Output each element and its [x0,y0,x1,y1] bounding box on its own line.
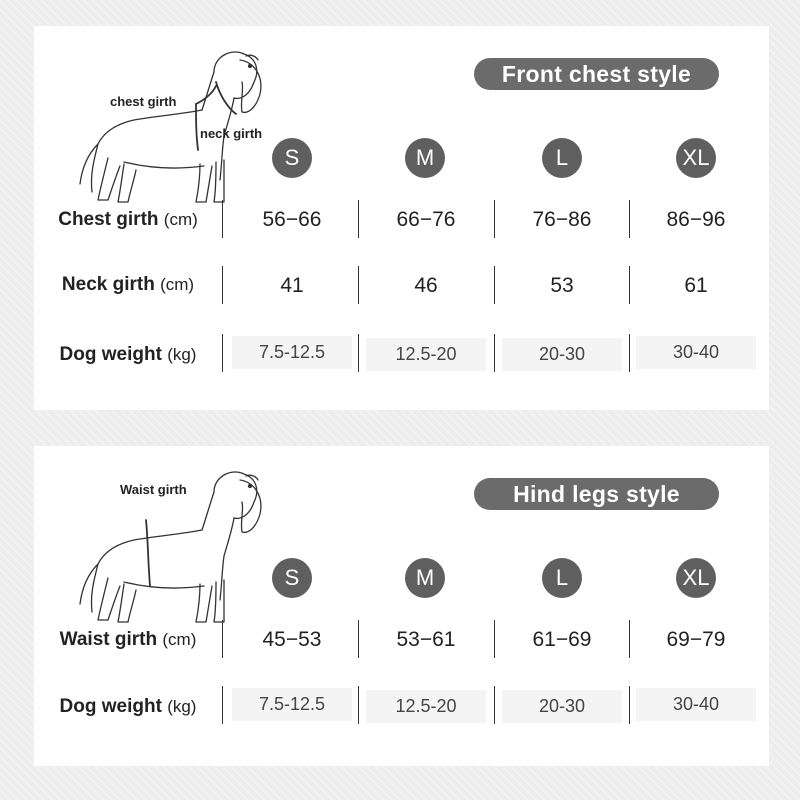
cell-chest-s: 56−66 [262,208,322,231]
column-divider [358,686,359,724]
cell-chest-l: 76−86 [532,208,592,231]
column-divider [222,686,223,724]
cell-neck-xl: 61 [684,274,708,297]
size-s-badge: S [272,138,312,178]
cell-neck-s: 41 [280,274,304,297]
size-xl-badge: XL [676,138,716,178]
row-label-unit: (cm) [160,275,195,294]
cell-waist-s: 45−53 [262,628,322,651]
cell-weight-m: 12.5-20 [366,690,486,723]
column-divider [358,266,359,304]
size-l-badge: L [542,138,582,178]
waist-girth-label: Waist girth [120,482,187,497]
dog-illustration-hind [64,462,284,632]
row-label-text: Dog weight [59,344,162,365]
cell-weight-xl: 30-40 [636,688,756,721]
row-label-unit: (cm) [163,210,198,229]
cell-neck-m: 46 [414,274,438,297]
column-divider [494,620,495,658]
column-divider [222,266,223,304]
front-chest-panel [34,26,769,410]
cell-weight-l: 20-30 [502,690,622,723]
column-divider [494,334,495,372]
column-divider [494,266,495,304]
chest-girth-label: chest girth [110,94,177,109]
cell-weight-s: 7.5-12.5 [232,336,352,369]
row-label-text: Chest girth [58,209,159,230]
size-m-badge: M [405,558,445,598]
row-label-text: Neck girth [61,274,155,295]
column-divider [629,686,630,724]
row-label-text: Waist girth [59,629,158,650]
front-chest-style-badge: Front chest style [474,58,719,90]
row-label-unit: (kg) [167,697,197,716]
size-m-badge: M [405,138,445,178]
cell-weight-l: 20-30 [502,338,622,371]
hind-legs-style-badge: Hind legs style [474,478,719,510]
column-divider [494,686,495,724]
row-label-dog-weight [34,696,222,718]
column-divider [358,200,359,238]
cell-waist-l: 61−69 [532,628,592,651]
cell-waist-m: 53−61 [396,628,456,651]
row-label-chest-girth [34,209,222,231]
row-label-neck-girth [34,274,222,296]
cell-neck-l: 53 [550,274,574,297]
column-divider [222,200,223,238]
cell-weight-m: 12.5-20 [366,338,486,371]
row-label-unit: (cm) [162,630,197,649]
column-divider [629,266,630,304]
column-divider [494,200,495,238]
column-divider [222,620,223,658]
column-divider [222,334,223,372]
size-xl-badge: XL [676,558,716,598]
size-l-badge: L [542,558,582,598]
column-divider [629,334,630,372]
hind-legs-panel [34,446,769,766]
column-divider [629,620,630,658]
column-divider [358,620,359,658]
cell-chest-xl: 86−96 [666,208,726,231]
row-label-dog-weight [34,344,222,366]
dog-illustration-front [64,42,284,212]
cell-chest-m: 66−76 [396,208,456,231]
row-label-text: Dog weight [59,696,162,717]
cell-weight-xl: 30-40 [636,336,756,369]
column-divider [358,334,359,372]
size-s-badge: S [272,558,312,598]
neck-girth-label: neck girth [200,126,263,141]
cell-weight-s: 7.5-12.5 [232,688,352,721]
column-divider [629,200,630,238]
row-label-unit: (kg) [167,345,197,364]
row-label-waist-girth [34,629,222,651]
cell-waist-xl: 69−79 [666,628,726,651]
